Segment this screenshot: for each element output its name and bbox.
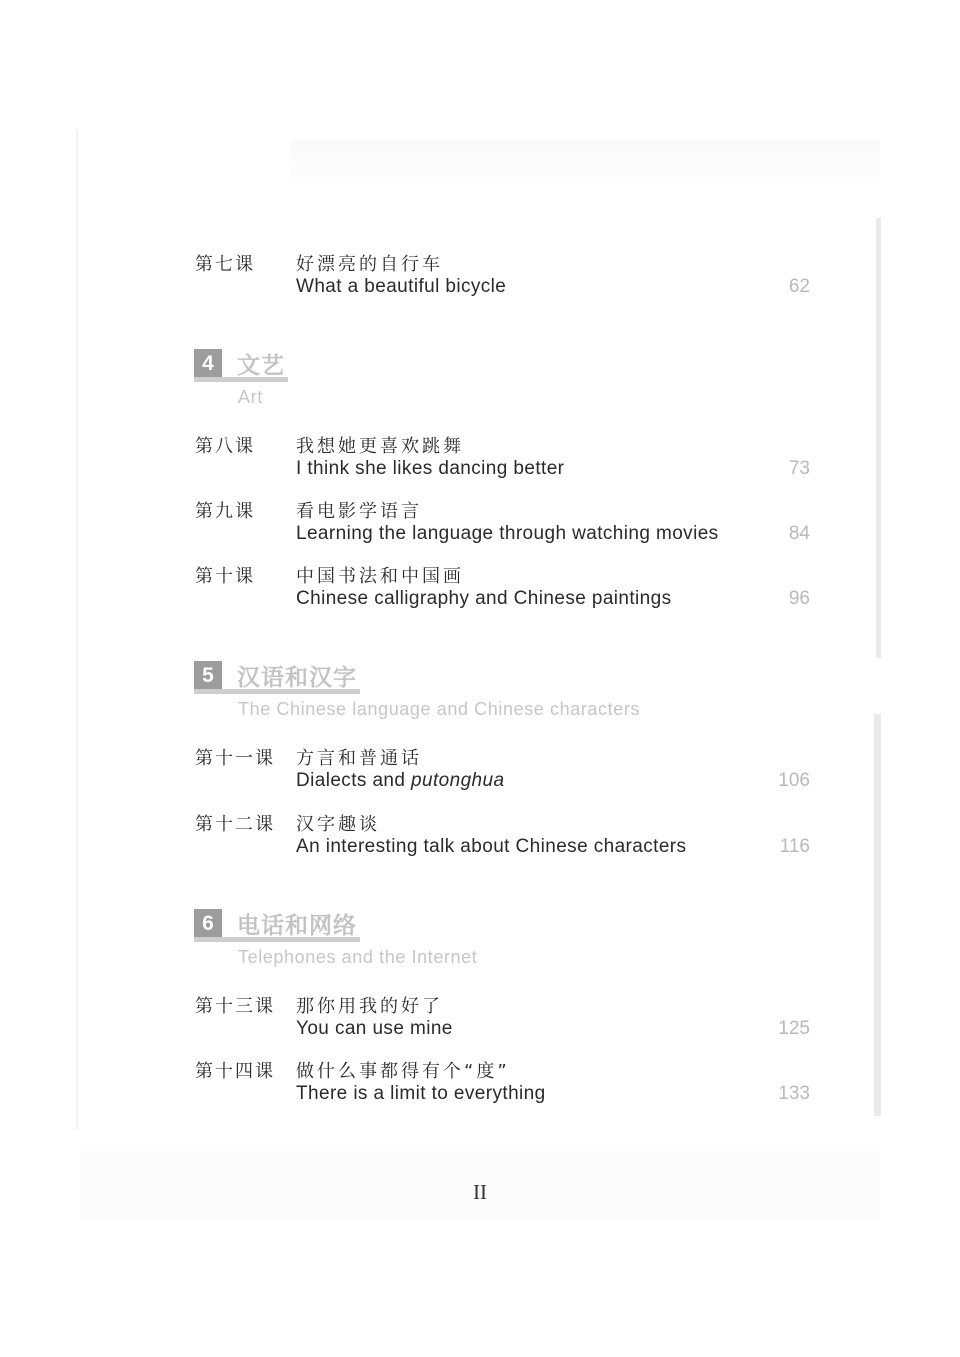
page-footer-number: II	[473, 1180, 487, 1204]
lesson-title-english	[296, 770, 504, 792]
lesson-title-english: I think she likes dancing better	[296, 458, 565, 479]
lesson-number: 第十一课	[195, 748, 275, 769]
lesson-page-number: 106	[778, 770, 810, 791]
unit-subtitle: Art	[238, 387, 263, 407]
lesson-number: 第八课	[195, 436, 255, 457]
lesson-page-number: 96	[788, 588, 810, 609]
lesson-number: 第九课	[195, 501, 255, 522]
unit-title: 汉语和汉字	[237, 665, 357, 691]
lesson-page-number: 62	[788, 276, 810, 297]
lesson-number: 第十三课	[195, 996, 275, 1017]
unit-heading-6	[194, 909, 894, 979]
unit-subtitle: The Chinese language and Chinese characters	[238, 699, 641, 719]
lesson-title-chinese: 我想她更喜欢跳舞	[296, 436, 464, 457]
lesson-title-english: Chinese calligraphy and Chinese paintings	[296, 588, 672, 609]
unit-number-badge: 4	[194, 349, 222, 379]
lesson-title-chinese: 做什么事都得有个“度”	[296, 1061, 510, 1082]
toc-entry-lesson-12[interactable]	[0, 810, 960, 870]
lesson-page-number: 84	[788, 523, 810, 544]
toc-entry-lesson-11[interactable]	[0, 744, 960, 804]
lesson-page-number: 116	[779, 836, 810, 857]
lesson-title-chinese: 那你用我的好了	[296, 996, 443, 1017]
toc-entry-lesson-14[interactable]	[0, 1057, 960, 1117]
unit-title: 文艺	[237, 353, 285, 379]
lesson-number: 第十四课	[195, 1061, 275, 1082]
unit-number-badge: 5	[194, 661, 222, 691]
scan-shading	[290, 140, 880, 180]
unit-number-badge: 6	[194, 909, 222, 939]
lesson-title-chinese: 汉字趣谈	[296, 814, 380, 835]
toc-entry-lesson-9[interactable]	[0, 497, 960, 557]
lesson-title-chinese: 方言和普通话	[296, 748, 422, 769]
lesson-page-number: 125	[778, 1018, 810, 1039]
lesson-title-chinese: 看电影学语言	[296, 501, 422, 522]
toc-entry-lesson-8[interactable]	[0, 432, 960, 492]
lesson-title-english: An interesting talk about Chinese characters	[296, 836, 687, 857]
lesson-page-number: 73	[788, 458, 810, 479]
lesson-title-english-prefix: Dialects and	[296, 770, 412, 791]
lesson-number: 第十二课	[195, 814, 275, 835]
unit-title: 电话和网络	[237, 913, 357, 939]
lesson-page-number: 133	[778, 1083, 810, 1104]
lesson-title-english: What a beautiful bicycle	[296, 276, 507, 297]
unit-subtitle: Telephones and the Internet	[238, 947, 478, 967]
lesson-title-chinese: 好漂亮的自行车	[296, 254, 443, 275]
lesson-number: 第十课	[195, 566, 255, 587]
unit-heading-4	[194, 349, 894, 419]
lesson-number: 第七课	[195, 254, 255, 275]
toc-entry-lesson-13[interactable]	[0, 992, 960, 1052]
lesson-title-english: You can use mine	[296, 1018, 453, 1039]
lesson-title-english: There is a limit to everything	[296, 1083, 546, 1104]
lesson-title-chinese: 中国书法和中国画	[296, 566, 464, 587]
unit-heading-5	[194, 661, 894, 731]
toc-entry-lesson-10[interactable]	[0, 562, 960, 622]
lesson-title-english-italic: putonghua	[411, 770, 505, 791]
lesson-title-english: Learning the language through watching movies	[296, 523, 719, 544]
toc-entry-lesson-7[interactable]	[0, 250, 960, 310]
